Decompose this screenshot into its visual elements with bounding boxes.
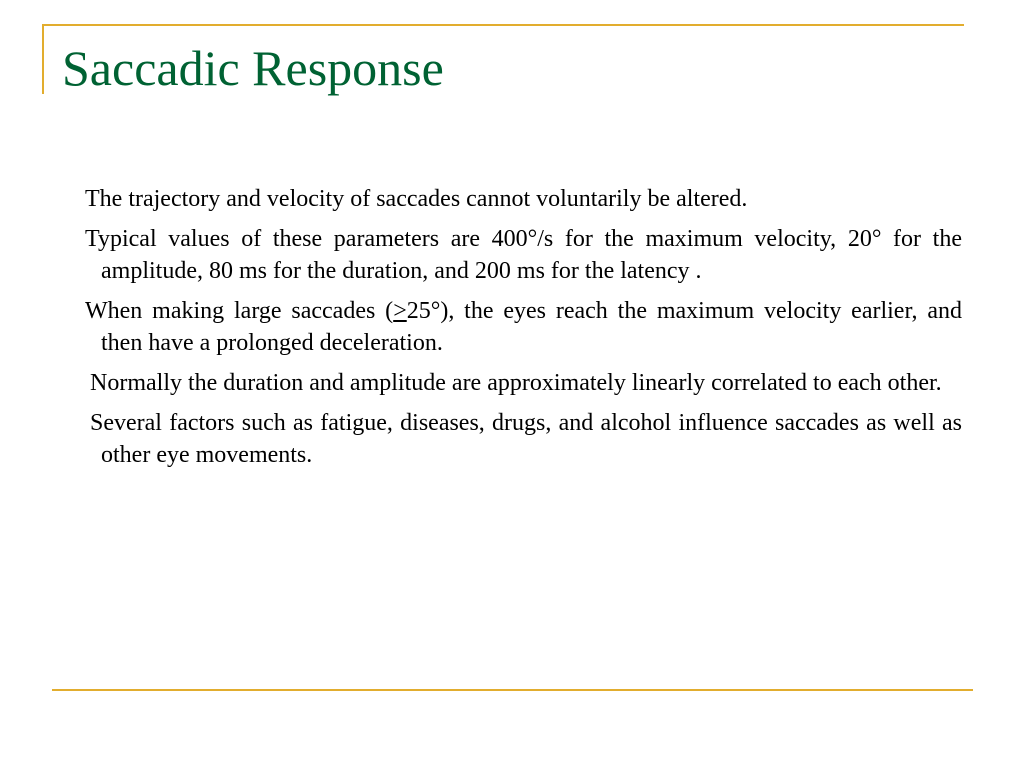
- left-border-line: [42, 24, 44, 94]
- bullet-point-typical-values: Typical values of these parameters are 400°/s for the maximum velocity, 20° for the amplitude, 80 ms for the duration, and 200 ms for the latency .: [85, 226, 962, 284]
- greater-equal-symbol: >: [393, 298, 407, 324]
- large-saccades-text-start: When making large saccades (: [85, 298, 394, 324]
- slide-title: Saccadic Response: [62, 40, 444, 96]
- bullet-list: [85, 183, 962, 479]
- bullet-point-large-saccades: [85, 295, 962, 359]
- top-border-line: [42, 24, 964, 26]
- bullet-point-duration-amplitude: Normally the duration and amplitude are approximately linearly correlated to each other.: [90, 370, 942, 396]
- bullet-point-factors: Several factors such as fatigue, diseases, drugs, and alcohol influence saccades as well as other eye movements.: [90, 410, 962, 468]
- bottom-border-line: [52, 689, 973, 691]
- large-saccades-text-end: 25°), the eyes reach the maximum velocity earlier, and then have a prolonged deceleration.: [101, 298, 962, 356]
- bullet-point-trajectory: The trajectory and velocity of saccades cannot voluntarily be altered.: [85, 186, 748, 212]
